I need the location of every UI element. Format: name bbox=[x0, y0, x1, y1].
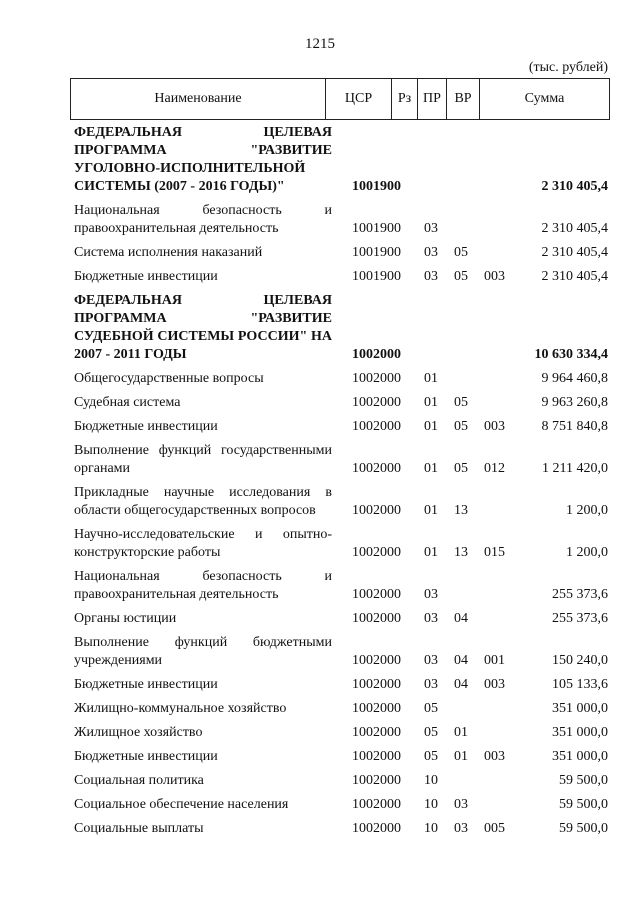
header-vr: ВР bbox=[447, 79, 480, 119]
table-row bbox=[74, 196, 608, 238]
row-sum: 255 373,6 bbox=[552, 611, 608, 626]
row-vr: 012 bbox=[484, 461, 505, 476]
row-sum: 8 751 840,8 bbox=[541, 419, 608, 434]
row-sum: 2 310 405,4 bbox=[541, 269, 608, 284]
row-name: Судебная система bbox=[74, 395, 181, 410]
table-row bbox=[74, 694, 608, 718]
row-sum: 10 630 334,4 bbox=[534, 347, 608, 362]
row-name: Социальные выплаты bbox=[74, 821, 204, 836]
row-rz: 03 bbox=[424, 245, 438, 260]
table-row bbox=[74, 628, 608, 670]
row-pr: 03 bbox=[454, 797, 468, 812]
row-vr: 005 bbox=[484, 821, 505, 836]
row-rz: 03 bbox=[424, 653, 438, 668]
row-name: Система исполнения наказаний bbox=[74, 245, 263, 260]
row-name: Органы юстиции bbox=[74, 611, 177, 626]
header-sum: Сумма bbox=[524, 91, 565, 106]
table-row bbox=[74, 604, 608, 628]
row-rz: 05 bbox=[424, 725, 438, 740]
row-name: Жилищное хозяйство bbox=[74, 725, 203, 740]
row-csr: 1002000 bbox=[352, 503, 401, 518]
row-name: Бюджетные инвестиции bbox=[74, 269, 218, 284]
row-pr: 04 bbox=[454, 653, 468, 668]
row-sum: 351 000,0 bbox=[552, 749, 608, 764]
row-csr: 1002000 bbox=[352, 749, 401, 764]
row-sum: 150 240,0 bbox=[552, 653, 608, 668]
row-rz: 01 bbox=[424, 461, 438, 476]
row-name: Национальная безопасность и правоохранительная деятельность bbox=[74, 569, 332, 602]
row-pr: 13 bbox=[454, 503, 468, 518]
row-csr: 1002000 bbox=[352, 773, 401, 788]
header-name: Наименование bbox=[71, 79, 326, 119]
row-csr: 1002000 bbox=[352, 677, 401, 692]
row-rz: 03 bbox=[424, 611, 438, 626]
row-sum: 1 211 420,0 bbox=[542, 461, 608, 476]
row-csr: 1002000 bbox=[352, 587, 401, 602]
row-rz: 05 bbox=[424, 749, 438, 764]
table-row bbox=[74, 388, 608, 412]
row-csr: 1001900 bbox=[352, 269, 401, 284]
row-sum: 2 310 405,4 bbox=[541, 245, 608, 260]
row-csr: 1001900 bbox=[352, 179, 401, 194]
row-sum: 59 500,0 bbox=[559, 773, 608, 788]
header-pr: ПР bbox=[418, 79, 447, 119]
row-rz: 01 bbox=[424, 545, 438, 560]
row-csr: 1002000 bbox=[352, 797, 401, 812]
row-rz: 01 bbox=[424, 395, 438, 410]
table-row bbox=[74, 670, 608, 694]
row-csr: 1002000 bbox=[352, 347, 401, 362]
row-pr: 13 bbox=[454, 545, 468, 560]
row-sum: 1 200,0 bbox=[566, 545, 608, 560]
row-name: Жилищно-коммунальное хозяйство bbox=[74, 701, 287, 716]
row-vr: 003 bbox=[484, 677, 505, 692]
row-rz: 03 bbox=[424, 221, 438, 236]
row-vr: 003 bbox=[484, 269, 505, 284]
table-row bbox=[74, 814, 608, 838]
row-csr: 1002000 bbox=[352, 545, 401, 560]
table-body bbox=[74, 118, 608, 838]
row-pr: 03 bbox=[454, 821, 468, 836]
program-row bbox=[74, 118, 608, 196]
table-row bbox=[74, 364, 608, 388]
row-csr: 1002000 bbox=[352, 725, 401, 740]
table-row bbox=[74, 766, 608, 790]
row-sum: 2 310 405,4 bbox=[541, 221, 608, 236]
row-rz: 03 bbox=[424, 587, 438, 602]
row-name: Социальное обеспечение населения bbox=[74, 797, 289, 812]
row-sum: 351 000,0 bbox=[552, 725, 608, 740]
row-csr: 1002000 bbox=[352, 371, 401, 386]
page-number: 1215 bbox=[305, 36, 335, 52]
row-rz: 03 bbox=[424, 269, 438, 284]
row-pr: 05 bbox=[454, 461, 468, 476]
row-sum: 351 000,0 bbox=[552, 701, 608, 716]
row-csr: 1002000 bbox=[352, 653, 401, 668]
row-sum: 9 964 460,8 bbox=[541, 371, 608, 386]
row-rz: 10 bbox=[424, 797, 438, 812]
row-csr: 1001900 bbox=[352, 221, 401, 236]
row-name: Бюджетные инвестиции bbox=[74, 677, 218, 692]
row-name: Общегосударственные вопросы bbox=[74, 371, 264, 386]
row-pr: 05 bbox=[454, 245, 468, 260]
table-row bbox=[74, 412, 608, 436]
row-sum: 9 963 260,8 bbox=[541, 395, 608, 410]
row-sum: 1 200,0 bbox=[566, 503, 608, 518]
header-rz: Рз bbox=[392, 79, 418, 119]
row-pr: 05 bbox=[454, 419, 468, 434]
row-vr: 003 bbox=[484, 749, 505, 764]
row-vr: 003 bbox=[484, 419, 505, 434]
header-csr: ЦСР bbox=[326, 79, 392, 119]
table-row bbox=[74, 238, 608, 262]
row-csr: 1002000 bbox=[352, 821, 401, 836]
row-name: Выполнение функций государственными органами bbox=[74, 443, 332, 476]
row-sum: 59 500,0 bbox=[559, 797, 608, 812]
table-row bbox=[74, 520, 608, 562]
row-rz: 01 bbox=[424, 419, 438, 434]
row-pr: 04 bbox=[454, 677, 468, 692]
table-row bbox=[74, 718, 608, 742]
row-rz: 05 bbox=[424, 701, 438, 716]
row-pr: 04 bbox=[454, 611, 468, 626]
table-row bbox=[74, 478, 608, 520]
row-name: Национальная безопасность и правоохранительная деятельность bbox=[74, 203, 332, 236]
row-name: Выполнение функций бюджетными учреждениями bbox=[74, 635, 332, 668]
row-sum: 59 500,0 bbox=[559, 821, 608, 836]
row-rz: 01 bbox=[424, 371, 438, 386]
row-name: Социальная политика bbox=[74, 773, 204, 788]
table-row bbox=[74, 742, 608, 766]
row-csr: 1002000 bbox=[352, 701, 401, 716]
program-row bbox=[74, 286, 608, 364]
row-pr: 01 bbox=[454, 725, 468, 740]
row-pr: 05 bbox=[454, 395, 468, 410]
row-name: Бюджетные инвестиции bbox=[74, 749, 218, 764]
row-name: ФЕДЕРАЛЬНАЯ ЦЕЛЕВАЯ ПРОГРАММА "РАЗВИТИЕ УГОЛОВНО-ИСПОЛНИТЕЛЬНОЙ СИСТЕМЫ (2007 - 2016 ГОДЫ)" bbox=[74, 125, 332, 194]
units-label: (тыс. рублей) bbox=[528, 60, 608, 75]
row-rz: 10 bbox=[424, 773, 438, 788]
row-rz: 03 bbox=[424, 677, 438, 692]
row-vr: 015 bbox=[484, 545, 505, 560]
row-csr: 1002000 bbox=[352, 461, 401, 476]
row-rz: 01 bbox=[424, 503, 438, 518]
row-pr: 01 bbox=[454, 749, 468, 764]
table-header bbox=[70, 78, 610, 120]
row-csr: 1002000 bbox=[352, 395, 401, 410]
table-row bbox=[74, 562, 608, 604]
table-row bbox=[74, 436, 608, 478]
row-csr: 1002000 bbox=[352, 611, 401, 626]
table-row bbox=[74, 262, 608, 286]
row-name: Прикладные научные исследования в области общегосударственных вопросов bbox=[74, 485, 332, 518]
row-name: Научно-исследовательские и опытно-конструкторские работы bbox=[74, 527, 332, 560]
row-csr: 1002000 bbox=[352, 419, 401, 434]
table-row bbox=[74, 790, 608, 814]
row-name: Бюджетные инвестиции bbox=[74, 419, 218, 434]
row-sum: 105 133,6 bbox=[552, 677, 608, 692]
row-rz: 10 bbox=[424, 821, 438, 836]
row-sum: 255 373,6 bbox=[552, 587, 608, 602]
row-pr: 05 bbox=[454, 269, 468, 284]
row-csr: 1001900 bbox=[352, 245, 401, 260]
row-vr: 001 bbox=[484, 653, 505, 668]
row-sum: 2 310 405,4 bbox=[541, 179, 608, 194]
row-name: ФЕДЕРАЛЬНАЯ ЦЕЛЕВАЯ ПРОГРАММА "РАЗВИТИЕ СУДЕБНОЙ СИСТЕМЫ РОССИИ" НА 2007 - 2011 ГОДЫ bbox=[74, 293, 332, 362]
